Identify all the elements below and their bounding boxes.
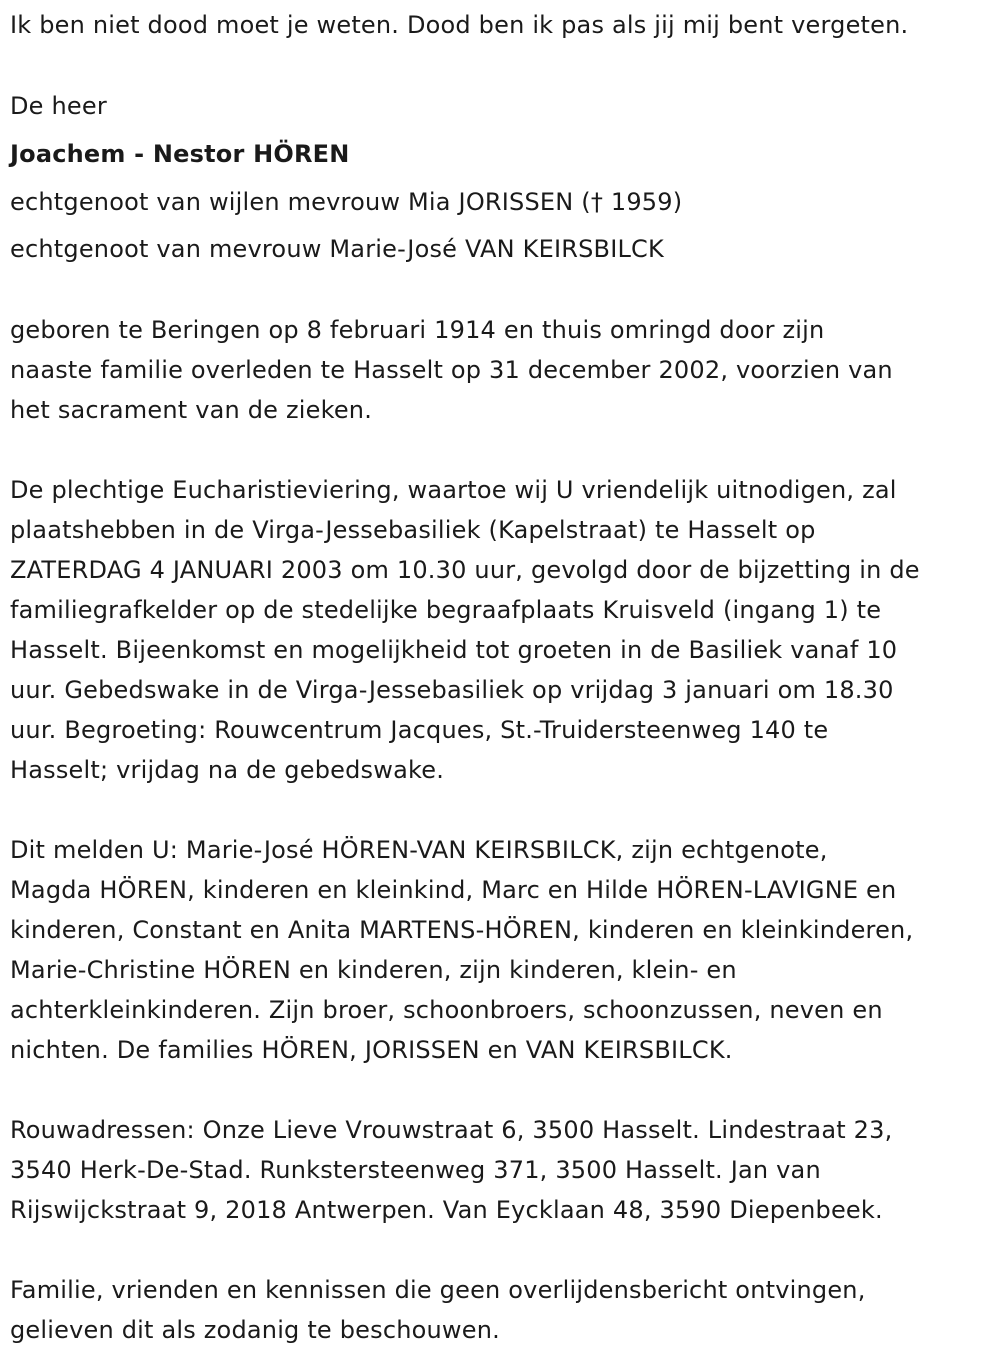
paragraph-line: geboren te Beringen op 8 februari 1914 en thuis omringd door zijn	[10, 316, 825, 344]
closing-paragraph	[10, 1270, 995, 1350]
spouse-line-2: echtgenoot van mevrouw Marie-José VAN KEIRSBILCK	[10, 235, 664, 263]
paragraph-line: kinderen, Constant en Anita MARTENS-HÖREN, kinderen en kleinkinderen,	[10, 916, 914, 944]
birth-death-paragraph	[10, 310, 995, 430]
paragraph-line: Marie-Christine HÖREN en kinderen, zijn kinderen, klein- en	[10, 956, 737, 984]
paragraph-line: plaatshebben in de Virga-Jessebasiliek (Kapelstraat) te Hasselt op	[10, 516, 816, 544]
spouse-line-1: echtgenoot van wijlen mevrouw Mia JORISSEN († 1959)	[10, 188, 683, 216]
paragraph-line: familiegrafkelder op de stedelijke begraafplaats Kruisveld (ingang 1) te	[10, 596, 882, 624]
paragraph-line: Dit melden U: Marie-José HÖREN-VAN KEIRSBILCK, zijn echtgenote,	[10, 836, 828, 864]
addresses-paragraph	[10, 1110, 995, 1230]
motto: Ik ben niet dood moet je weten. Dood ben ik pas als jij mij bent vergeten.	[10, 11, 909, 39]
paragraph-line: Rouwadressen: Onze Lieve Vrouwstraat 6, 3500 Hasselt. Lindestraat 23,	[10, 1116, 893, 1144]
paragraph-line: het sacrament van de zieken.	[10, 396, 373, 424]
paragraph-line: De plechtige Eucharistieviering, waartoe wij U vriendelijk uitnodigen, zal	[10, 476, 897, 504]
honorific: De heer	[10, 92, 107, 120]
paragraph-line: Rijswijckstraat 9, 2018 Antwerpen. Van Eycklaan 48, 3590 Diepenbeek.	[10, 1196, 883, 1224]
paragraph-line: uur. Gebedswake in de Virga-Jessebasiliek op vrijdag 3 januari om 18.30	[10, 676, 894, 704]
paragraph-line: Magda HÖREN, kinderen en kleinkind, Marc en Hilde HÖREN-LAVIGNE en	[10, 876, 897, 904]
paragraph-line: naaste familie overleden te Hasselt op 31 december 2002, voorzien van	[10, 356, 893, 384]
paragraph-line: ZATERDAG 4 JANUARI 2003 om 10.30 uur, gevolgd door de bijzetting in de	[10, 556, 920, 584]
announced-by-paragraph	[10, 830, 995, 1070]
paragraph-line: 3540 Herk-De-Stad. Runkstersteenweg 371, 3500 Hasselt. Jan van	[10, 1156, 821, 1184]
paragraph-line: achterkleinkinderen. Zijn broer, schoonbroers, schoonzussen, neven en	[10, 996, 883, 1024]
ceremony-paragraph	[10, 470, 995, 790]
paragraph-line: Hasselt; vrijdag na de gebedswake.	[10, 756, 445, 784]
paragraph-line: Familie, vrienden en kennissen die geen overlijdensbericht ontvingen,	[10, 1276, 866, 1304]
paragraph-line: Hasselt. Bijeenkomst en mogelijkheid tot groeten in de Basiliek vanaf 10	[10, 636, 898, 664]
deceased-name: Joachem - Nestor HÖREN	[10, 140, 350, 168]
paragraph-line: uur. Begroeting: Rouwcentrum Jacques, St.-Truidersteenweg 140 te	[10, 716, 829, 744]
paragraph-line: gelieven dit als zodanig te beschouwen.	[10, 1316, 500, 1344]
paragraph-line: nichten. De families HÖREN, JORISSEN en VAN KEIRSBILCK.	[10, 1036, 733, 1064]
